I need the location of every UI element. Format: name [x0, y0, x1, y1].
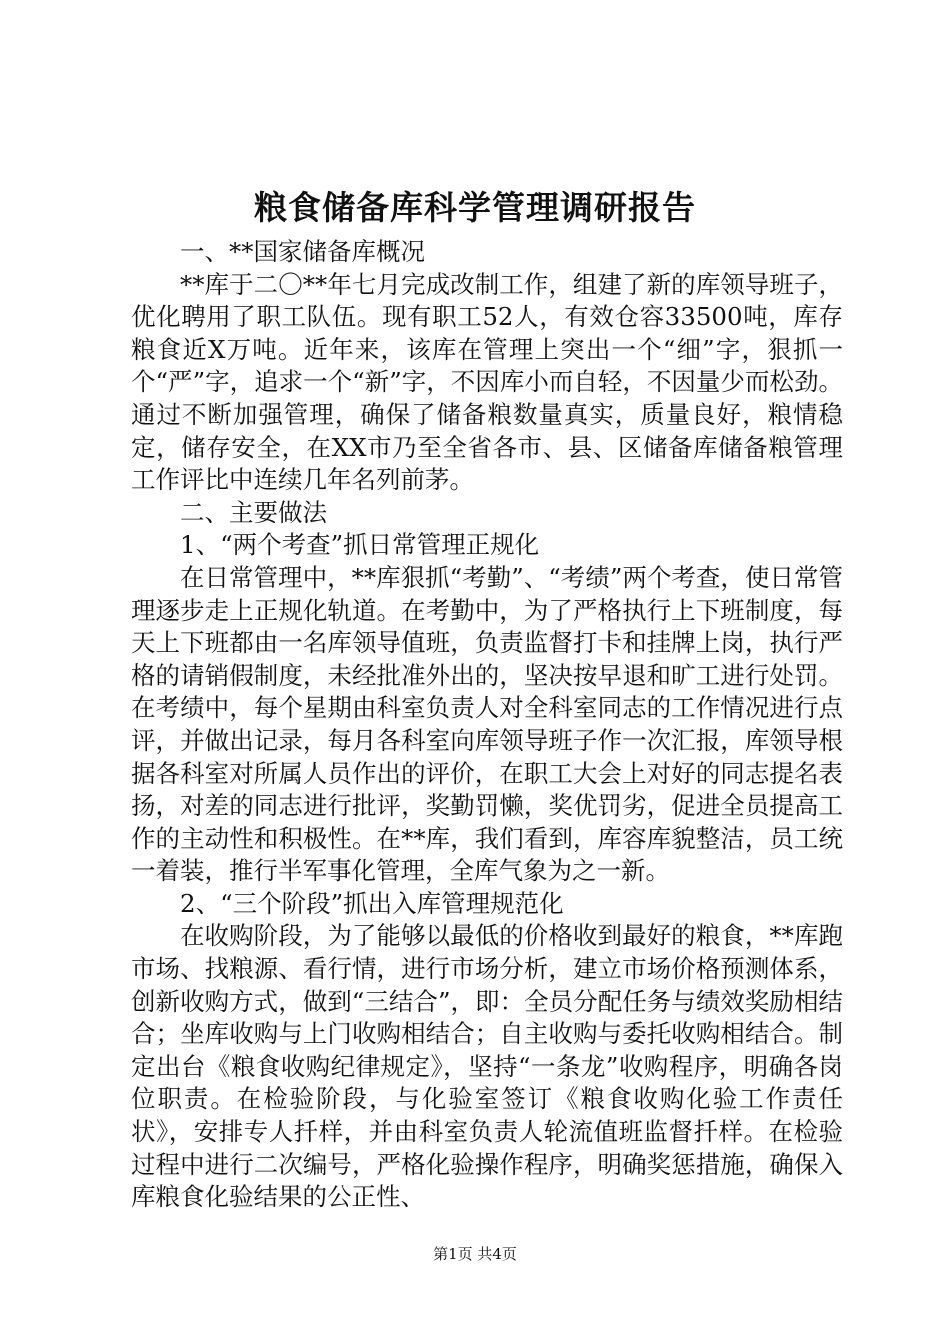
- document-body: [131, 236, 843, 1214]
- paragraph-warehousing-management: 在收购阶段，为了能够以最低的价格收到最好的粮食，**库跑市场、找粮源、看行情，进行市场分析，建立市场价格预测体系，创新收购方式，做到“三结合”，即：全员分配任务与绩效奖励相结合；坐库收购与上门收购相结合；自主收购与委托收购相结合。制定出台《粮食收购纪律规定》，坚持“一条龙”收购程序，明确各岗位职责。在检验阶段，与化验室签订《粮食收购化验工作责任状》，安排专人扦样，并由科室负责人轮流值班监督扦样。在检验过程中进行二次编号，严格化验操作程序，明确奖惩措施，确保入库粮食化验结果的公正性、: [131, 921, 843, 1212]
- paragraph-daily-management: 在日常管理中，**库狠抓“考勤”、“考绩”两个考查，使日常管理逐步走上正规化轨道。在考勤中，为了严格执行上下班制度，每天上下班都由一名库领导值班，负责监督打卡和挂牌上岗，执行严格的请销假制度，未经批准外出的，坚决按早退和旷工进行处罚。在考绩中，每个星期由科室负责人对全科室同志的工作情况进行点评，并做出记录，每月各科室向库领导班子作一次汇报，库领导根据各科室对所属人员作出的评价，在职工大会上对好的同志提名表扬，对差的同志进行批评，奖勤罚懒，奖优罚劣，促进全员提高工作的主动性和积极性。在**库，我们看到，库容库貌整洁，员工统一着装，推行半军事化管理，全库气象为之一新。: [131, 562, 843, 886]
- paragraph-overview: **库于二〇**年七月完成改制工作，组建了新的库领导班子，优化聘用了职工队伍。现有职工52人，有效仓容33500吨，库存粮食近X万吨。近年来，该库在管理上突出一个“细”字，狠抓一个“严”字，追求一个“新”字，不因库小而自轻，不因量少而松劲。通过不断加强管理，确保了储备粮数量真实，质量良好，粮情稳定，储存安全，在XX市乃至全省各市、县、区储备库储备粮管理工作评比中连续几年名列前茅。: [131, 269, 843, 495]
- section-heading-overview: 一、**国家储备库概况: [180, 237, 425, 266]
- subheading-two-checks: 1、“两个考查”抓日常管理正规化: [180, 530, 540, 560]
- document-title: 粮食储备库科学管理调研报告: [254, 188, 696, 227]
- section-heading-practices: 二、主要做法: [180, 497, 327, 527]
- subheading-three-stages: 2、“三个阶段”抓出入库管理规范化: [180, 888, 564, 918]
- page-number-footer: 第1页 共4页: [433, 1245, 517, 1263]
